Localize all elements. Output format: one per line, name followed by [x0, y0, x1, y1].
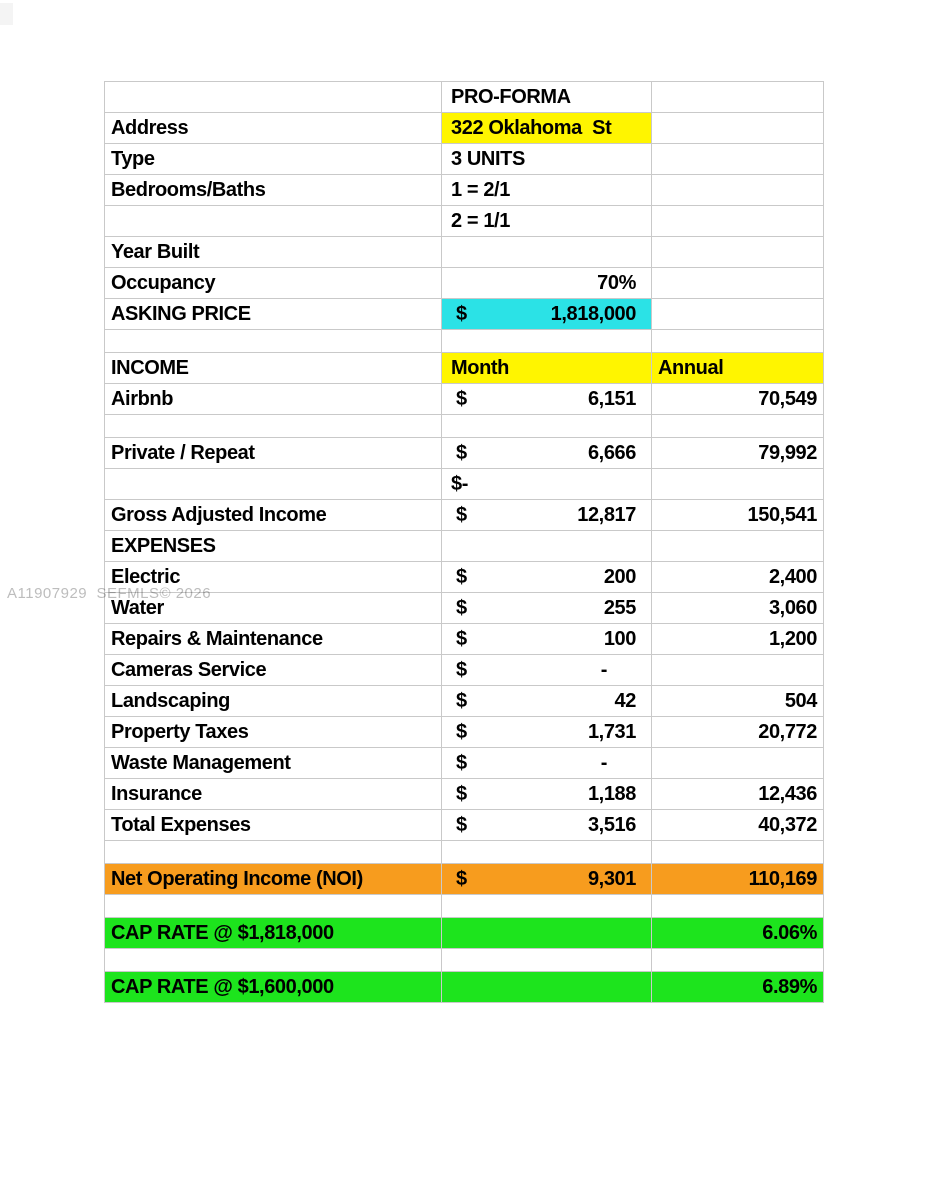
label-cell: CAP RATE @ $1,818,000: [105, 918, 442, 949]
label-cell: Waste Management: [105, 748, 442, 779]
annual-cell: [652, 949, 824, 972]
table-row: [105, 748, 824, 779]
month-value: 1,188: [587, 782, 636, 805]
month-cell: 2 = 1/1: [442, 206, 652, 237]
month-cell: [442, 237, 652, 268]
annual-cell: 3,060: [652, 593, 824, 624]
dollar-sign: $: [456, 302, 467, 325]
label-cell: [105, 841, 442, 864]
table-row: [105, 353, 824, 384]
table-row: [105, 810, 824, 841]
annual-cell: 110,169: [652, 864, 824, 895]
table-row: [105, 113, 824, 144]
month-cell: Month: [442, 353, 652, 384]
label-cell: Property Taxes: [105, 717, 442, 748]
month-cell: [442, 895, 652, 918]
month-cell: [442, 500, 652, 531]
annual-cell: [652, 531, 824, 562]
month-cell: [442, 918, 652, 949]
month-cell: [442, 717, 652, 748]
month-cell: $-: [442, 469, 652, 500]
month-value: 12,817: [577, 503, 636, 526]
table-row: [105, 237, 824, 268]
label-cell: CAP RATE @ $1,600,000: [105, 972, 442, 1003]
month-cell: [442, 810, 652, 841]
dollar-sign: $: [456, 627, 467, 650]
annual-cell: [652, 268, 824, 299]
annual-cell: [652, 206, 824, 237]
table-row: [105, 531, 824, 562]
dollar-sign: $: [456, 565, 467, 588]
annual-cell: [652, 469, 824, 500]
annual-cell: 6.06%: [652, 918, 824, 949]
month-value: 1,731: [587, 720, 636, 743]
month-cell: [442, 972, 652, 1003]
annual-cell: [652, 895, 824, 918]
month-value: 100: [603, 627, 636, 650]
month-cell: [442, 686, 652, 717]
annual-cell: [652, 748, 824, 779]
month-value: 1,818,000: [550, 302, 636, 325]
label-cell: Type: [105, 144, 442, 175]
dollar-sign: $: [456, 387, 467, 410]
month-cell: 1 = 2/1: [442, 175, 652, 206]
dollar-sign: $: [456, 503, 467, 526]
spacer-row: [105, 415, 824, 438]
table-row: [105, 779, 824, 810]
table-row: [105, 864, 824, 895]
month-value: 255: [603, 596, 636, 619]
dollar-sign: $: [456, 596, 467, 619]
label-cell: Total Expenses: [105, 810, 442, 841]
label-cell: [105, 330, 442, 353]
label-cell: Year Built: [105, 237, 442, 268]
spacer-row: [105, 895, 824, 918]
photo-corner-artifact: [0, 3, 13, 25]
label-cell: Address: [105, 113, 442, 144]
annual-cell: [652, 415, 824, 438]
label-cell: [105, 206, 442, 237]
table-row: [105, 268, 824, 299]
annual-cell: [652, 113, 824, 144]
pro-forma-table: [104, 81, 824, 1003]
table-row: [105, 438, 824, 469]
table-row: [105, 500, 824, 531]
label-cell: Landscaping: [105, 686, 442, 717]
label-cell: Insurance: [105, 779, 442, 810]
month-cell: 322 Oklahoma St: [442, 113, 652, 144]
dollar-sign: $: [456, 441, 467, 464]
label-cell: Bedrooms/Baths: [105, 175, 442, 206]
table-row: [105, 82, 824, 113]
month-cell: [442, 748, 652, 779]
spacer-row: [105, 330, 824, 353]
month-cell: [442, 624, 652, 655]
label-cell: ASKING PRICE: [105, 299, 442, 330]
label-cell: Repairs & Maintenance: [105, 624, 442, 655]
dollar-sign: $: [456, 658, 467, 681]
label-cell: EXPENSES: [105, 531, 442, 562]
dollar-sign: $: [456, 867, 467, 890]
month-cell: 3 UNITS: [442, 144, 652, 175]
annual-cell: [652, 330, 824, 353]
label-cell: [105, 415, 442, 438]
annual-cell: 2,400: [652, 562, 824, 593]
month-cell: [442, 330, 652, 353]
month-cell: [442, 531, 652, 562]
month-cell: PRO-FORMA: [442, 82, 652, 113]
annual-cell: 70,549: [652, 384, 824, 415]
table-row: [105, 299, 824, 330]
month-value: -: [600, 658, 607, 681]
dollar-sign: $: [456, 782, 467, 805]
month-value: -: [600, 751, 607, 774]
month-cell: [442, 562, 652, 593]
annual-cell: 6.89%: [652, 972, 824, 1003]
label-cell: Net Operating Income (NOI): [105, 864, 442, 895]
annual-cell: 504: [652, 686, 824, 717]
label-cell: [105, 469, 442, 500]
month-value: 200: [603, 565, 636, 588]
month-value: 6,151: [587, 387, 636, 410]
label-cell: Water: [105, 593, 442, 624]
month-cell: [442, 841, 652, 864]
label-cell: [105, 949, 442, 972]
month-cell: [442, 299, 652, 330]
label-cell: Electric: [105, 562, 442, 593]
spacer-row: [105, 949, 824, 972]
month-cell: [442, 864, 652, 895]
annual-cell: [652, 144, 824, 175]
month-cell: [442, 593, 652, 624]
month-cell: [442, 384, 652, 415]
table-row: [105, 206, 824, 237]
annual-cell: [652, 237, 824, 268]
annual-cell: [652, 299, 824, 330]
table-row: [105, 593, 824, 624]
table-row: [105, 469, 824, 500]
month-cell: [442, 655, 652, 686]
label-cell: Private / Repeat: [105, 438, 442, 469]
month-cell: [442, 949, 652, 972]
month-value: 3,516: [587, 813, 636, 836]
mls-watermark: A11907929 SEFMLS© 2026: [7, 585, 212, 602]
table-row: [105, 655, 824, 686]
spacer-row: [105, 841, 824, 864]
annual-cell: 1,200: [652, 624, 824, 655]
label-cell: [105, 82, 442, 113]
label-cell: INCOME: [105, 353, 442, 384]
table-row: [105, 624, 824, 655]
table-row: [105, 972, 824, 1003]
dollar-sign: $: [456, 720, 467, 743]
annual-cell: 20,772: [652, 717, 824, 748]
annual-cell: [652, 841, 824, 864]
annual-cell: [652, 655, 824, 686]
label-cell: Airbnb: [105, 384, 442, 415]
annual-cell: Annual: [652, 353, 824, 384]
table-row: [105, 918, 824, 949]
annual-cell: 79,992: [652, 438, 824, 469]
annual-cell: 40,372: [652, 810, 824, 841]
annual-cell: 150,541: [652, 500, 824, 531]
month-cell: [442, 438, 652, 469]
dollar-sign: $: [456, 813, 467, 836]
label-cell: Cameras Service: [105, 655, 442, 686]
annual-cell: 12,436: [652, 779, 824, 810]
month-cell: 70%: [442, 268, 652, 299]
table-row: [105, 384, 824, 415]
label-cell: Gross Adjusted Income: [105, 500, 442, 531]
month-value: 42: [614, 689, 636, 712]
table-row: [105, 144, 824, 175]
annual-cell: [652, 175, 824, 206]
label-cell: Occupancy: [105, 268, 442, 299]
dollar-sign: $: [456, 751, 467, 774]
month-value: 6,666: [587, 441, 636, 464]
annual-cell: [652, 82, 824, 113]
dollar-sign: $: [456, 689, 467, 712]
month-cell: [442, 779, 652, 810]
table-row: [105, 717, 824, 748]
table-row: [105, 175, 824, 206]
table-row: [105, 686, 824, 717]
month-value: 9,301: [587, 867, 636, 890]
label-cell: [105, 895, 442, 918]
month-cell: [442, 415, 652, 438]
table-row: [105, 562, 824, 593]
